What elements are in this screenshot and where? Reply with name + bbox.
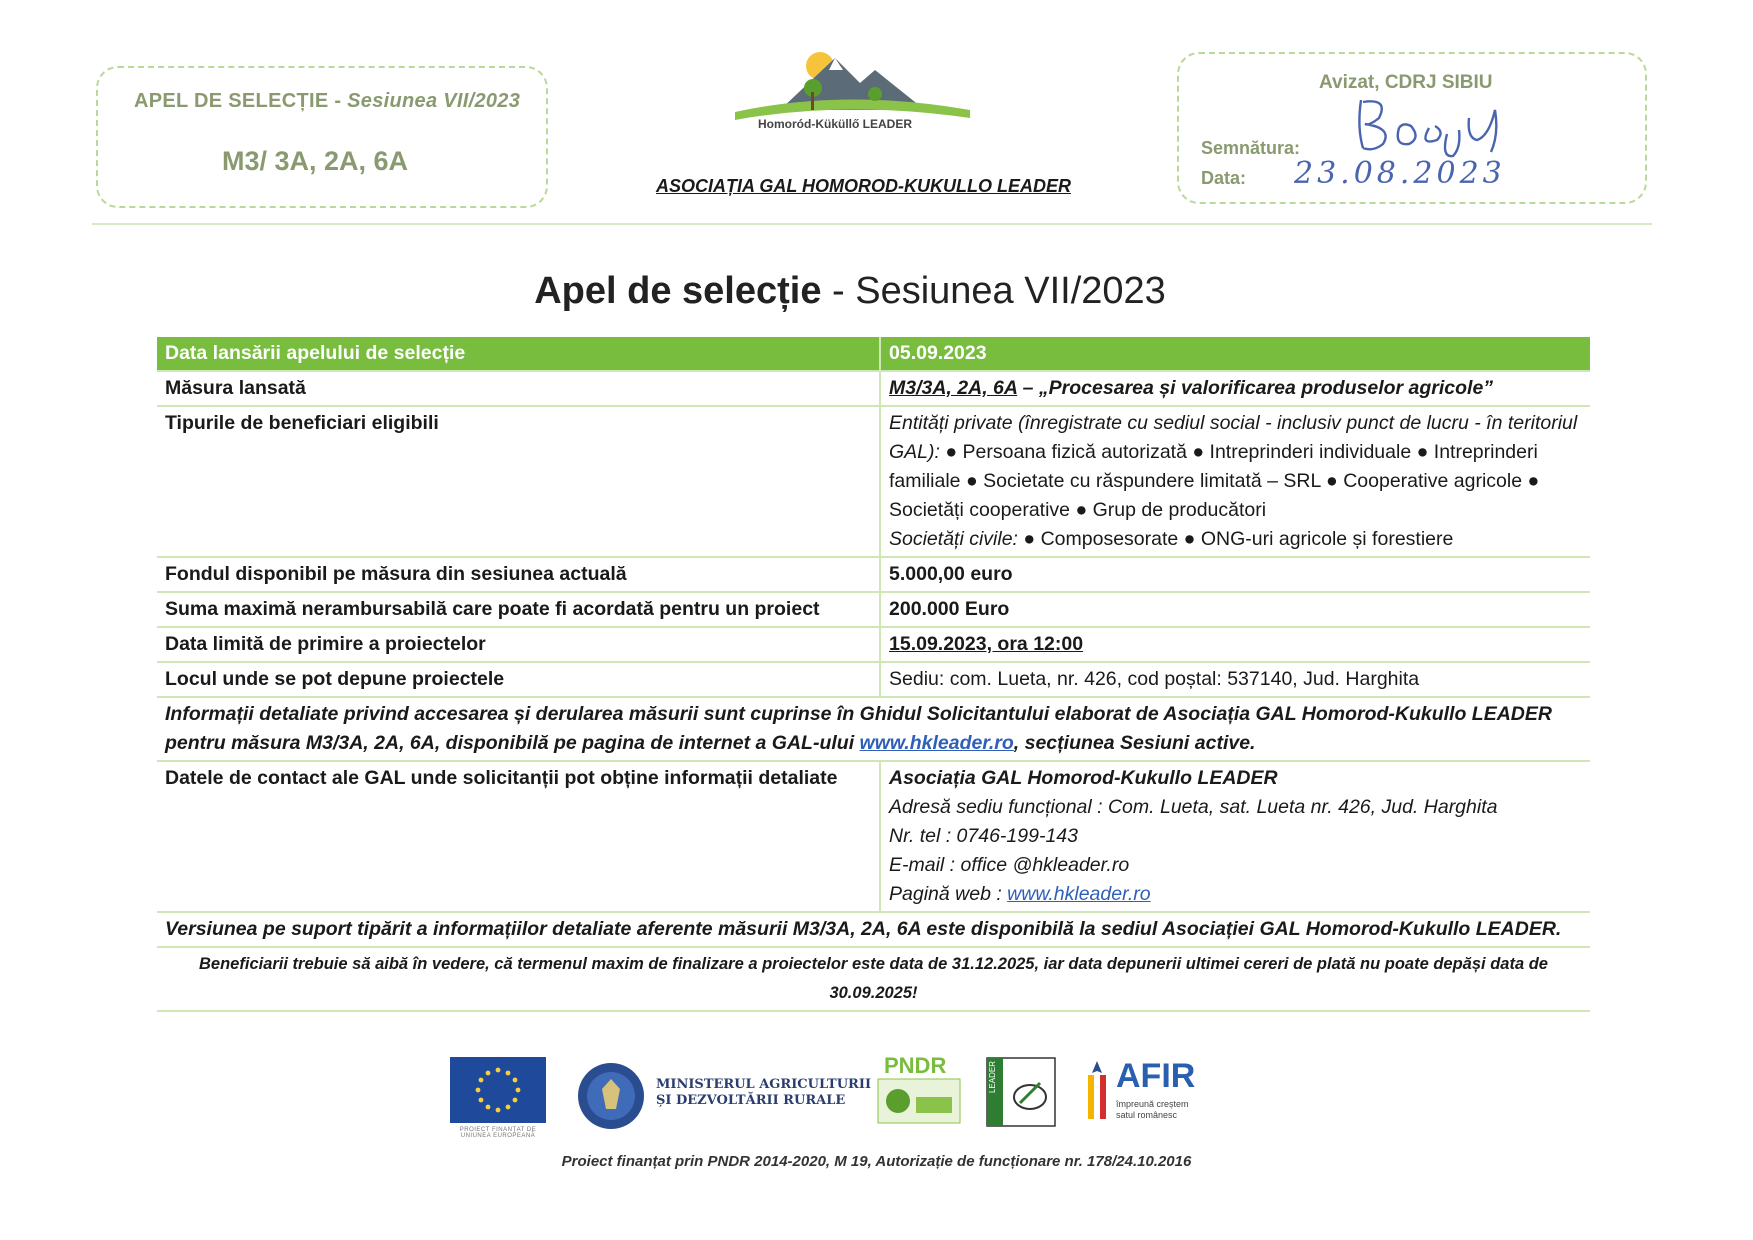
title-bold: Apel de selecție bbox=[534, 270, 822, 312]
table-row-note bbox=[157, 947, 1590, 1011]
place-label: Locul unde se pot depune proiectele bbox=[157, 662, 880, 697]
table-row-contact bbox=[157, 761, 1590, 912]
measure-value bbox=[880, 371, 1590, 406]
contact-label: Datele de contact ale GAL unde solicitanții pot obține informații detaliate bbox=[157, 761, 880, 912]
place-value: Sediu: com. Lueta, nr. 426, cod poștal: 537140, Jud. Harghita bbox=[880, 662, 1590, 697]
table-row-launch bbox=[157, 337, 1590, 371]
contact-web-label: Pagină web : bbox=[889, 883, 1008, 905]
beneficiaries-label: Tipurile de beneficiari eligibili bbox=[157, 406, 880, 557]
logo-caption: Homoród-Küküllő LEADER bbox=[758, 117, 912, 131]
ministry-line2: ȘI DEZVOLTĂRII RURALE bbox=[656, 1093, 846, 1108]
table-row-deadline bbox=[157, 627, 1590, 662]
date-label: Data: bbox=[1201, 168, 1247, 188]
government-seal-icon bbox=[576, 1061, 646, 1131]
beneficiaries-civil-list: ● Composesorate ● ONG-uri agricole și forestiere bbox=[1023, 528, 1454, 550]
info-text-2: , secțiunea Sesiuni active. bbox=[1013, 732, 1256, 754]
beneficiaries-private-list: ● Persoana fizică autorizată ● Intreprinderi individuale ● Intreprinderi familiale ● Societate cu răspundere limitată – SRL ● Cooperative agricole ● Societăți cooperative ● Grup de producători bbox=[889, 441, 1540, 521]
beneficiaries-private-intro: Entități private (înregistrate cu sediul social - inclusiv punct de lucru - în teritoriul GAL): bbox=[889, 412, 1578, 463]
print-info: Versiunea pe suport tipărit a informațiilor detaliate aferente măsurii M3/3A, 2A, 6A este disponibilă la sediul Asociației GAL Homorod-Kukullo LEADER. bbox=[157, 912, 1590, 947]
deadline-label: Data limită de primire a proiectelor bbox=[157, 627, 880, 662]
sponsor-logos bbox=[450, 1053, 1230, 1157]
session-name: Sesiunea VII/2023 bbox=[347, 90, 521, 112]
table-row-fund bbox=[157, 557, 1590, 592]
beneficiaries-value bbox=[880, 406, 1590, 557]
measure-name: – „Procesarea și valorificarea produselor agricole” bbox=[1017, 377, 1494, 399]
ministry-line1: MINISTERUL AGRICULTURII bbox=[656, 1077, 872, 1092]
leader-label: LEADER bbox=[988, 1061, 997, 1094]
table-row-place bbox=[157, 662, 1590, 697]
info-text-1: Informații detaliate privind accesarea și derularea măsurii sunt cuprinse în Ghidul Solicitantului elaborat de Asociația GAL Homorod-Kukullo LEADER pentru măsura M3/3A, 2A, 6A, disponibilă pe pagina de internet a GAL-ului bbox=[165, 703, 1552, 754]
launch-label: Data lansării apelului de selecție bbox=[157, 337, 880, 371]
eu-flag-icon bbox=[450, 1057, 546, 1123]
contact-phone: Nr. tel : 0746-199-143 bbox=[889, 825, 1078, 847]
table-row-max bbox=[157, 592, 1590, 627]
signature-icon bbox=[1349, 88, 1519, 158]
table-row-measure bbox=[157, 371, 1590, 406]
deadline-value: 15.09.2023, ora 12:00 bbox=[880, 627, 1590, 662]
footer-note: Proiect finanțat prin PNDR 2014-2020, M 19, Autorizație de funcționare nr. 178/24.10.2016 bbox=[561, 1153, 1192, 1170]
contact-address: Adresă sediu funcțional : Com. Lueta, sat. Lueta nr. 426, Jud. Harghita bbox=[889, 796, 1498, 818]
contact-email: E-mail : office @hkleader.ro bbox=[889, 854, 1130, 876]
afir-emblem-icon bbox=[1082, 1059, 1112, 1125]
contact-web-link[interactable]: www.hkleader.ro bbox=[1007, 883, 1151, 905]
table-row-info bbox=[157, 697, 1590, 761]
info-cell bbox=[157, 697, 1590, 761]
deadline-note: Beneficiarii trebuie să aibă în vedere, că termenul maxim de finalizare a proiectelor este data de 31.12.2025, iar data depunerii ultimei cereri de plată nu poate depăși data de 30.09.2025! bbox=[157, 947, 1590, 1011]
contact-name: Asociația GAL Homorod-Kukullo LEADER bbox=[889, 767, 1278, 789]
signature-label: Semnătura: bbox=[1201, 138, 1301, 158]
measure-code: M3/3A, 2A, 6A bbox=[889, 377, 1018, 399]
session-line bbox=[134, 90, 520, 113]
session-prefix: APEL DE SELECȚIE - bbox=[134, 90, 342, 112]
pndr-label: PNDR bbox=[884, 1053, 947, 1078]
measure-label: Măsura lansată bbox=[157, 371, 880, 406]
info-link[interactable]: www.hkleader.ro bbox=[859, 732, 1014, 754]
session-box bbox=[96, 66, 548, 208]
afir-tagline: împreună creștem satul românesc bbox=[1116, 1099, 1189, 1120]
fund-value: 5.000,00 euro bbox=[880, 557, 1590, 592]
association-name: ASOCIAȚIA GAL HOMOROD-KUKULLO LEADER bbox=[656, 176, 1071, 196]
max-label: Suma maximă nerambursabilă care poate fi acordată pentru un proiect bbox=[157, 592, 880, 627]
launch-value: 05.09.2023 bbox=[880, 337, 1590, 371]
selection-call-table bbox=[157, 337, 1590, 1012]
max-value: 200.000 Euro bbox=[880, 592, 1590, 627]
page-title bbox=[0, 270, 1700, 313]
approval-title: Avizat, CDRJ SIBIU bbox=[1319, 72, 1493, 93]
table-row-print bbox=[157, 912, 1590, 947]
header-divider bbox=[92, 223, 1652, 225]
fund-label: Fondul disponibil pe măsura din sesiunea actuală bbox=[157, 557, 880, 592]
beneficiaries-civil-intro: Societăți civile: bbox=[889, 528, 1018, 550]
approval-box bbox=[1177, 52, 1647, 204]
table-row-beneficiaries bbox=[157, 406, 1590, 557]
approval-date: 23.08.2023 bbox=[1294, 156, 1506, 191]
eu-caption: PROIECT FINANȚAT DE UNIUNEA EUROPEANĂ bbox=[459, 1127, 537, 1139]
contact-value bbox=[880, 761, 1590, 912]
measure-code-header: M3/ 3A, 2A, 6A bbox=[222, 146, 409, 176]
afir-label: AFIR bbox=[1116, 1057, 1196, 1095]
title-session: - Sesiunea VII/2023 bbox=[821, 270, 1166, 312]
